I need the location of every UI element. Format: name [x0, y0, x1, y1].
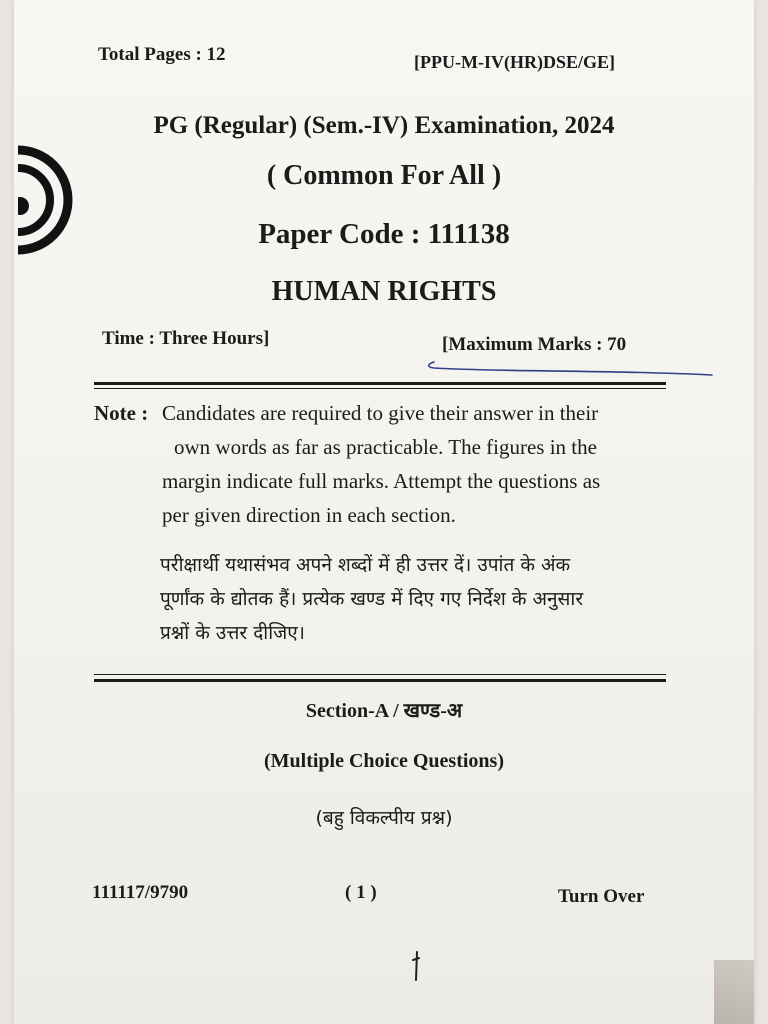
section-subtitle-hindi: (बहु विकल्पीय प्रश्न) — [315, 807, 453, 829]
note-line: margin indicate full marks. Attempt the questions as — [162, 469, 601, 493]
exam-title: PG (Regular) (Sem.-IV) Examination, 2024 — [153, 112, 615, 139]
note-hindi-line: परीक्षार्थी यथासंभव अपने शब्दों में ही उत्तर दें। उपांत के अंक — [160, 554, 571, 576]
subject-title: HUMAN RIGHTS — [271, 276, 497, 307]
common-for-all: ( Common For All ) — [266, 160, 502, 191]
footer-code: 111117/9790 — [92, 882, 189, 903]
note-line: own words as far as practicable. The figures in the — [174, 435, 597, 459]
note-line: Candidates are required to give their answer in their — [162, 401, 599, 425]
ink-mark — [410, 950, 424, 984]
note-english — [162, 396, 668, 532]
page-curl — [714, 960, 754, 1024]
divider-top-thin — [94, 388, 666, 389]
note-hindi-line: पूर्णांक के द्योतक हैं। प्रत्येक खण्ड में दिए गए निर्देश के अनुसार — [160, 588, 584, 610]
note-line: per given direction in each section. — [162, 503, 456, 527]
pen-underline — [420, 356, 720, 380]
paper-id: [PPU-M-IV(HR)DSE/GE] — [414, 52, 615, 72]
divider-top-thick — [94, 382, 666, 385]
total-pages: Total Pages : 12 — [98, 44, 226, 65]
section-subtitle: (Multiple Choice Questions) — [264, 750, 504, 772]
time-allowed: Time : Three Hours] — [102, 328, 270, 349]
maximum-marks: [Maximum Marks : 70 — [442, 334, 627, 355]
note-hindi — [160, 548, 670, 650]
page-number: ( 1 ) — [345, 882, 377, 903]
turn-over: Turn Over — [558, 886, 645, 907]
paper-code: Paper Code : 111138 — [258, 218, 510, 250]
note-hindi-line: प्रश्नों के उत्तर दीजिए। — [160, 622, 305, 644]
section-title: Section-A / खण्ड-अ — [305, 700, 463, 722]
note-label: Note : — [94, 401, 149, 425]
divider-bottom-thick — [94, 679, 666, 682]
divider-bottom-thin — [94, 674, 666, 675]
